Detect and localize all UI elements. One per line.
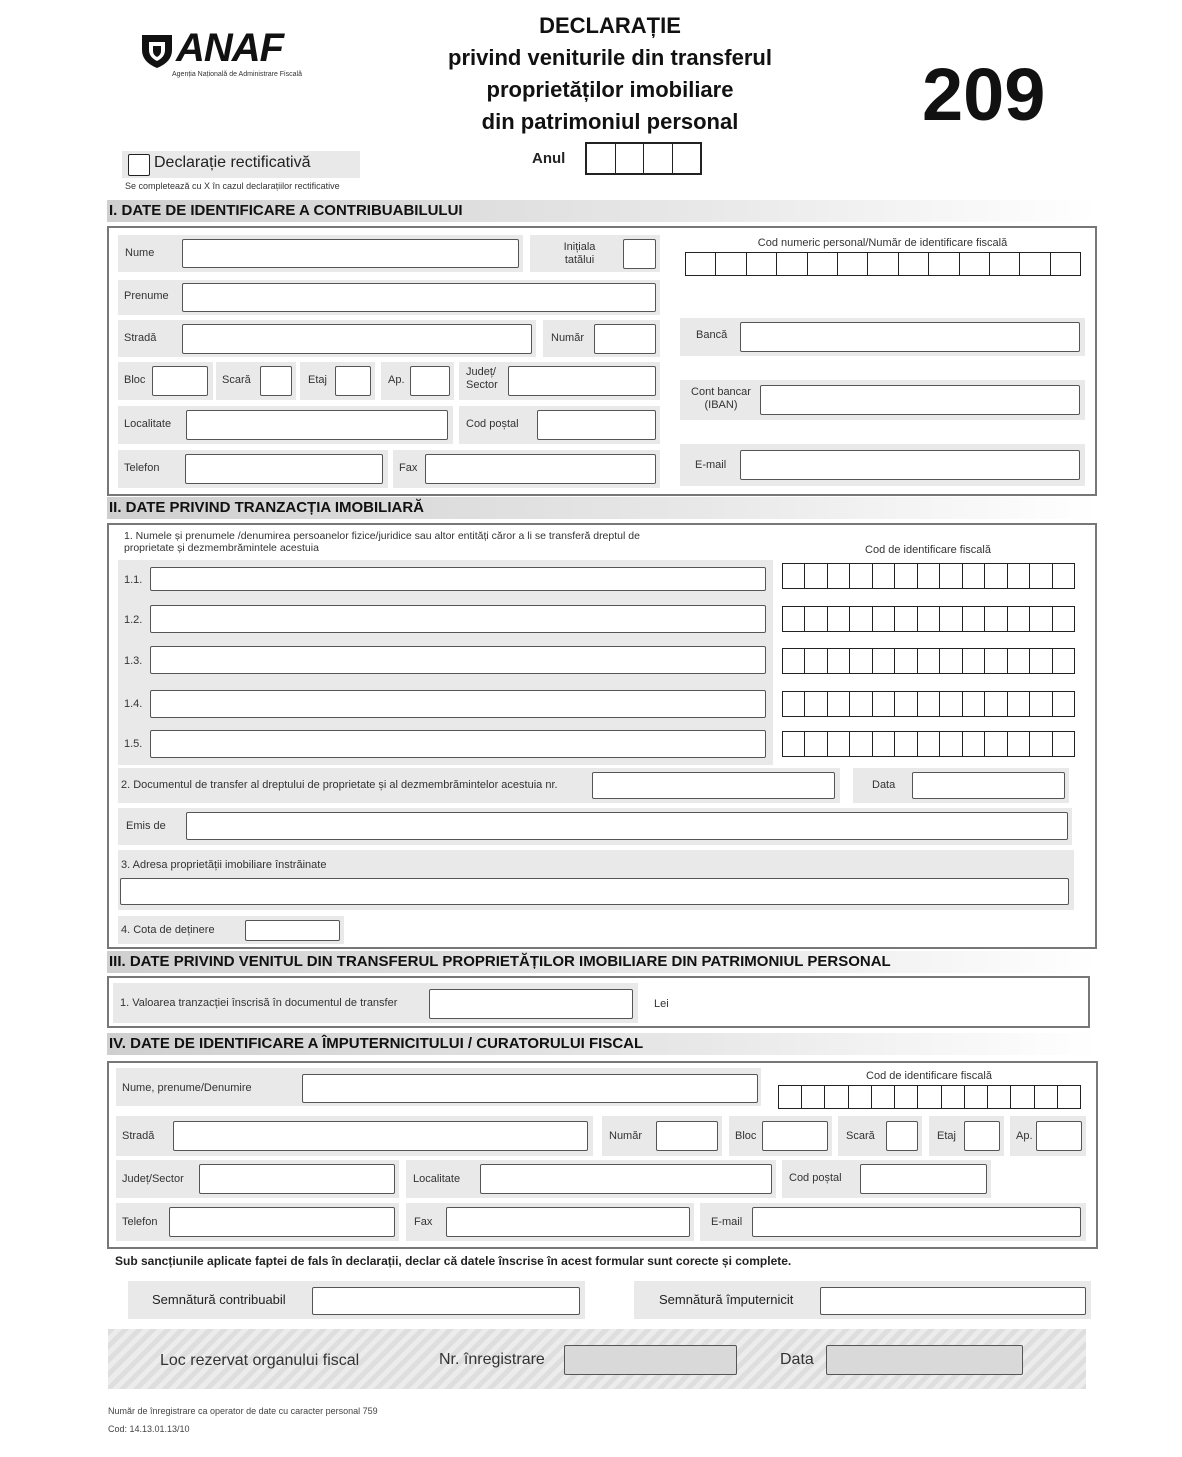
numar-input[interactable] xyxy=(594,324,656,354)
digit-cell[interactable] xyxy=(985,649,1007,673)
label-s4-fax: Fax xyxy=(414,1216,433,1228)
digit-cell[interactable] xyxy=(783,649,805,673)
digit-cell[interactable] xyxy=(1053,607,1074,631)
scara-input[interactable] xyxy=(260,366,292,396)
imp-email-input[interactable] xyxy=(752,1207,1081,1237)
label-s4-etaj: Etaj xyxy=(937,1130,956,1142)
digit-cell[interactable] xyxy=(779,1086,802,1108)
digit-cell[interactable] xyxy=(747,253,777,275)
digit-cell[interactable] xyxy=(828,692,850,716)
label-prenume: Prenume xyxy=(124,290,169,302)
label-fax: Fax xyxy=(399,462,418,474)
digit-cell[interactable] xyxy=(805,564,827,588)
label-localitate: Localitate xyxy=(124,418,172,430)
digit-cell[interactable] xyxy=(587,144,616,173)
adresa-input[interactable] xyxy=(120,878,1069,905)
title-line-2: privind veniturile din transferul xyxy=(448,45,772,70)
digit-cell[interactable] xyxy=(895,607,917,631)
label-cnp: Cod numeric personal/Număr de identificare fiscală xyxy=(757,237,1008,249)
label-cota: 4. Cota de deținere xyxy=(121,924,215,936)
digit-cell[interactable] xyxy=(783,732,805,756)
digit-cell[interactable] xyxy=(1030,607,1052,631)
ap-input[interactable] xyxy=(410,366,450,396)
digit-cell[interactable] xyxy=(873,692,895,716)
label-cont xyxy=(688,386,754,411)
label-s4-numar: Număr xyxy=(609,1130,643,1142)
digit-cell[interactable] xyxy=(963,649,985,673)
digit-cell[interactable] xyxy=(673,144,701,173)
digit-cell[interactable] xyxy=(828,649,850,673)
digit-cell[interactable] xyxy=(940,607,962,631)
digit-cell[interactable] xyxy=(1008,732,1030,756)
label-cod-postal: Cod poștal xyxy=(466,418,519,430)
label-bloc: Bloc xyxy=(124,374,146,386)
label-emis: Emis de xyxy=(126,820,166,832)
digit-cell[interactable] xyxy=(828,732,850,756)
digit-cell[interactable] xyxy=(960,253,990,275)
digit-cell[interactable] xyxy=(895,692,917,716)
label-item1-l2: proprietate și dezmembrămintele acestuia xyxy=(124,542,319,555)
digit-cell[interactable] xyxy=(895,732,917,756)
row-label-5: 1.5. xyxy=(124,738,143,750)
digit-cell[interactable] xyxy=(1030,732,1052,756)
digit-cell[interactable] xyxy=(805,692,827,716)
iban-input[interactable] xyxy=(760,385,1080,415)
semnatura-imputernicit-input[interactable] xyxy=(820,1287,1086,1315)
label-email: E-mail xyxy=(695,459,727,471)
imp-judet-input[interactable] xyxy=(199,1164,395,1194)
digit-cell[interactable] xyxy=(616,144,645,173)
label-data: Data xyxy=(872,779,896,791)
digit-cell[interactable] xyxy=(940,732,962,756)
digit-cell[interactable] xyxy=(873,607,895,631)
digit-cell[interactable] xyxy=(825,1086,848,1108)
label-initiala-l1: Inițiala xyxy=(563,241,596,253)
bloc-input[interactable] xyxy=(152,366,208,396)
digit-cell[interactable] xyxy=(940,692,962,716)
label-initiala-l2: tatălui xyxy=(564,253,595,266)
title-line-3: proprietăților imobiliare xyxy=(486,77,734,102)
imp-cod-postal-input[interactable] xyxy=(860,1164,987,1194)
row-label-3: 1.3. xyxy=(124,655,143,667)
label-telefon: Telefon xyxy=(124,462,160,474)
digit-cell[interactable] xyxy=(873,732,895,756)
row-label-2: 1.2. xyxy=(124,614,143,626)
digit-cell[interactable] xyxy=(1053,564,1074,588)
operator-note: Număr de înregistrare ca operator de date cu caracter personal 759 xyxy=(108,1406,378,1416)
digit-cell[interactable] xyxy=(805,649,827,673)
label-strada: Stradă xyxy=(124,332,157,344)
digit-cell[interactable] xyxy=(940,649,962,673)
digit-cell[interactable] xyxy=(872,1086,895,1108)
digit-cell[interactable] xyxy=(850,649,872,673)
digit-cell[interactable] xyxy=(873,649,895,673)
digit-cell[interactable] xyxy=(942,1086,965,1108)
digit-cell[interactable] xyxy=(1008,692,1030,716)
digit-cell[interactable] xyxy=(1030,692,1052,716)
digit-cell[interactable] xyxy=(895,564,917,588)
label-cont-l2: (IBAN) xyxy=(704,398,738,411)
digit-cell[interactable] xyxy=(1058,1086,1080,1108)
digit-cell[interactable] xyxy=(828,607,850,631)
logo-subtitle: Agenția Națională de Administrare Fiscală xyxy=(172,71,302,78)
label-s4-cod-postal: Cod poștal xyxy=(789,1172,842,1184)
label-s4-cif: Cod de identificare fiscală xyxy=(866,1070,992,1082)
digit-cell[interactable] xyxy=(850,564,872,588)
digit-cell[interactable] xyxy=(808,253,838,275)
shield-icon xyxy=(140,32,174,70)
label-s4-scara: Scară xyxy=(846,1130,875,1142)
title-line-4: din patrimoniul personal xyxy=(481,109,739,134)
digit-cell[interactable] xyxy=(1035,1086,1058,1108)
beneficiar-4-cif[interactable] xyxy=(782,691,1075,717)
digit-cell[interactable] xyxy=(940,564,962,588)
label-s4-telefon: Telefon xyxy=(122,1216,158,1228)
label-rezervat-data: Data xyxy=(780,1351,814,1368)
digit-cell[interactable] xyxy=(1008,607,1030,631)
digit-cell[interactable] xyxy=(1053,649,1074,673)
digit-cell[interactable] xyxy=(868,253,898,275)
digit-cell[interactable] xyxy=(644,144,673,173)
initiala-input[interactable] xyxy=(623,239,656,269)
label-item1-l1: 1. Numele și prenumele /denumirea persoanelor fizice/juridice sau altor entități căror a li se transferă dreptul de xyxy=(124,530,640,542)
label-numar: Număr xyxy=(551,332,585,344)
fax-input[interactable] xyxy=(425,454,656,484)
label-semnatura-imputernicit: Semnătură împuternicit xyxy=(659,1292,794,1307)
section-3-title: III. DATE PRIVIND VENITUL DIN TRANSFERUL PROPRIETĂȚILOR IMOBILIARE DIN PATRIMONIUL PERSONAL xyxy=(107,951,1097,973)
digit-cell[interactable] xyxy=(850,692,872,716)
digit-cell[interactable] xyxy=(1030,649,1052,673)
label-loc-rezervat: Loc rezervat organului fiscal xyxy=(160,1352,360,1369)
digit-cell[interactable] xyxy=(895,649,917,673)
label-s4-localitate: Localitate xyxy=(413,1173,461,1185)
label-s4-judet: Județ/Sector xyxy=(122,1173,184,1185)
row-label-4: 1.4. xyxy=(124,698,143,710)
label-s4-ap: Ap. xyxy=(1016,1130,1033,1142)
digit-cell[interactable] xyxy=(918,564,940,588)
digit-cell[interactable] xyxy=(805,732,827,756)
digit-cell[interactable] xyxy=(1030,564,1052,588)
digit-cell[interactable] xyxy=(828,564,850,588)
label-document: 2. Documentul de transfer al dreptului de proprietate și al dezmembrămintelor acestuia nr. xyxy=(121,779,558,791)
digit-cell[interactable] xyxy=(1053,732,1074,756)
etaj-input[interactable] xyxy=(335,366,371,396)
digit-cell[interactable] xyxy=(850,732,872,756)
anaf-logo xyxy=(140,26,335,82)
beneficiar-1-cif[interactable] xyxy=(782,563,1075,589)
digit-cell[interactable] xyxy=(988,1086,1011,1108)
semnatura-contribuabil-input[interactable] xyxy=(312,1287,580,1315)
digit-cell[interactable] xyxy=(985,607,1007,631)
beneficiar-2-input[interactable] xyxy=(150,605,766,633)
cota-input[interactable] xyxy=(245,920,340,941)
prenume-input[interactable] xyxy=(182,283,656,312)
rectificativa-note: Se completează cu X în cazul declarațiilor rectificative xyxy=(125,181,340,191)
imp-fax-input[interactable] xyxy=(446,1207,690,1237)
nume-input[interactable] xyxy=(182,239,519,268)
data-input[interactable] xyxy=(912,772,1065,799)
valoare-input[interactable] xyxy=(429,989,633,1019)
digit-cell[interactable] xyxy=(985,692,1007,716)
localitate-input[interactable] xyxy=(186,410,448,440)
digit-cell[interactable] xyxy=(965,1086,988,1108)
digit-cell[interactable] xyxy=(873,564,895,588)
logo-text: ANAF xyxy=(176,26,284,70)
digit-cell[interactable] xyxy=(1020,253,1050,275)
nr-inregistrare-box xyxy=(564,1345,737,1375)
digit-cell[interactable] xyxy=(963,732,985,756)
digit-cell[interactable] xyxy=(777,253,807,275)
label-s4-strada: Stradă xyxy=(122,1130,155,1142)
beneficiar-3-input[interactable] xyxy=(150,646,766,674)
digit-cell[interactable] xyxy=(1008,564,1030,588)
digit-cell[interactable] xyxy=(918,607,940,631)
digit-cell[interactable] xyxy=(802,1086,825,1108)
rectificativa-checkbox[interactable] xyxy=(128,154,150,176)
label-adresa: 3. Adresa proprietății imobiliare înstrăinate xyxy=(121,859,327,871)
label-cont-l1: Cont bancar xyxy=(691,386,751,398)
digit-cell[interactable] xyxy=(1011,1086,1034,1108)
label-etaj: Etaj xyxy=(308,374,327,386)
digit-cell[interactable] xyxy=(686,253,716,275)
cnp-input[interactable] xyxy=(685,252,1081,276)
digit-cell[interactable] xyxy=(838,253,868,275)
judet-input[interactable] xyxy=(508,366,656,396)
imp-localitate-input[interactable] xyxy=(480,1164,772,1194)
beneficiar-2-cif[interactable] xyxy=(782,606,1075,632)
label-judet xyxy=(466,366,498,391)
digit-cell[interactable] xyxy=(783,564,805,588)
imp-cif-input[interactable] xyxy=(778,1085,1081,1109)
digit-cell[interactable] xyxy=(716,253,746,275)
digit-cell[interactable] xyxy=(918,692,940,716)
digit-cell[interactable] xyxy=(985,732,1007,756)
digit-cell[interactable] xyxy=(783,607,805,631)
digit-cell[interactable] xyxy=(1053,692,1074,716)
imp-ap-input[interactable] xyxy=(1036,1121,1082,1151)
form-code: Cod: 14.13.01.13/10 xyxy=(108,1424,190,1434)
year-label: Anul xyxy=(532,150,566,167)
imp-telefon-input[interactable] xyxy=(169,1207,395,1237)
form-title xyxy=(400,10,820,138)
label-nr-inregistrare: Nr. înregistrare xyxy=(439,1351,545,1368)
form-number: 209 xyxy=(922,53,1046,136)
label-semnatura-contribuabil: Semnătură contribuabil xyxy=(152,1292,286,1307)
digit-cell[interactable] xyxy=(963,564,985,588)
imp-scara-input[interactable] xyxy=(886,1121,918,1151)
digit-cell[interactable] xyxy=(783,692,805,716)
label-banca: Bancă xyxy=(696,329,728,341)
digit-cell[interactable] xyxy=(899,253,929,275)
label-s2-cif: Cod de identificare fiscală xyxy=(865,544,991,556)
digit-cell[interactable] xyxy=(805,607,827,631)
section-2-title: II. DATE PRIVIND TRANZACȚIA IMOBILIARĂ xyxy=(107,497,1097,519)
label-item1 xyxy=(124,530,640,554)
beneficiar-1-input[interactable] xyxy=(150,567,766,591)
digit-cell[interactable] xyxy=(963,607,985,631)
digit-cell[interactable] xyxy=(1008,649,1030,673)
digit-cell[interactable] xyxy=(918,649,940,673)
beneficiar-5-cif[interactable] xyxy=(782,731,1075,757)
digit-cell[interactable] xyxy=(963,692,985,716)
label-judet-l2: Sector xyxy=(466,378,498,391)
label-initiala xyxy=(552,241,607,266)
emis-input[interactable] xyxy=(186,812,1068,840)
digit-cell[interactable] xyxy=(895,1086,918,1108)
section-4-title: IV. DATE DE IDENTIFICARE A ÎMPUTERNICITULUI / CURATORULUI FISCAL xyxy=(107,1033,1097,1055)
imp-strada-input[interactable] xyxy=(173,1121,588,1151)
digit-cell[interactable] xyxy=(850,607,872,631)
beneficiar-4-input[interactable] xyxy=(150,690,766,718)
label-valoare: 1. Valoarea tranzacției înscrisă în documentul de transfer xyxy=(120,997,398,1009)
digit-cell[interactable] xyxy=(990,253,1020,275)
digit-cell[interactable] xyxy=(849,1086,872,1108)
imp-etaj-input[interactable] xyxy=(964,1121,1000,1151)
digit-cell[interactable] xyxy=(985,564,1007,588)
banca-input[interactable] xyxy=(740,322,1080,352)
digit-cell[interactable] xyxy=(1051,253,1080,275)
label-s4-nume: Nume, prenume/Denumire xyxy=(122,1082,252,1094)
imp-bloc-input[interactable] xyxy=(762,1121,828,1151)
section-1-title: I. DATE DE IDENTIFICARE A CONTRIBUABILULUI xyxy=(107,200,1097,222)
label-lei: Lei xyxy=(654,998,669,1010)
row-label-1: 1.1. xyxy=(124,574,143,586)
title-line-1: DECLARAȚIE xyxy=(539,13,681,38)
email-input[interactable] xyxy=(740,450,1080,480)
label-ap: Ap. xyxy=(388,374,405,386)
beneficiar-5-input[interactable] xyxy=(150,730,766,758)
strada-input[interactable] xyxy=(182,324,532,354)
sanctiuni-statement: Sub sancțiunile aplicate faptei de fals în declarații, declar că datele înscrise în acest formular sunt corecte și complete. xyxy=(115,1254,792,1268)
imp-numar-input[interactable] xyxy=(656,1121,718,1151)
label-s4-bloc: Bloc xyxy=(735,1130,757,1142)
imp-nume-input[interactable] xyxy=(302,1074,758,1103)
digit-cell[interactable] xyxy=(929,253,959,275)
telefon-input[interactable] xyxy=(185,454,383,484)
digit-cell[interactable] xyxy=(918,1086,941,1108)
label-scara: Scară xyxy=(222,374,251,386)
label-nume: Nume xyxy=(125,247,155,259)
rezervat-data-box xyxy=(826,1345,1023,1375)
cod-postal-input[interactable] xyxy=(537,410,656,440)
year-input[interactable] xyxy=(585,142,702,175)
document-input[interactable] xyxy=(592,772,835,799)
beneficiar-3-cif[interactable] xyxy=(782,648,1075,674)
digit-cell[interactable] xyxy=(918,732,940,756)
label-judet-l1: Județ/ xyxy=(466,366,496,378)
rectificativa-label: Declarație rectificativă xyxy=(154,154,311,171)
label-s4-email: E-mail xyxy=(711,1216,743,1228)
